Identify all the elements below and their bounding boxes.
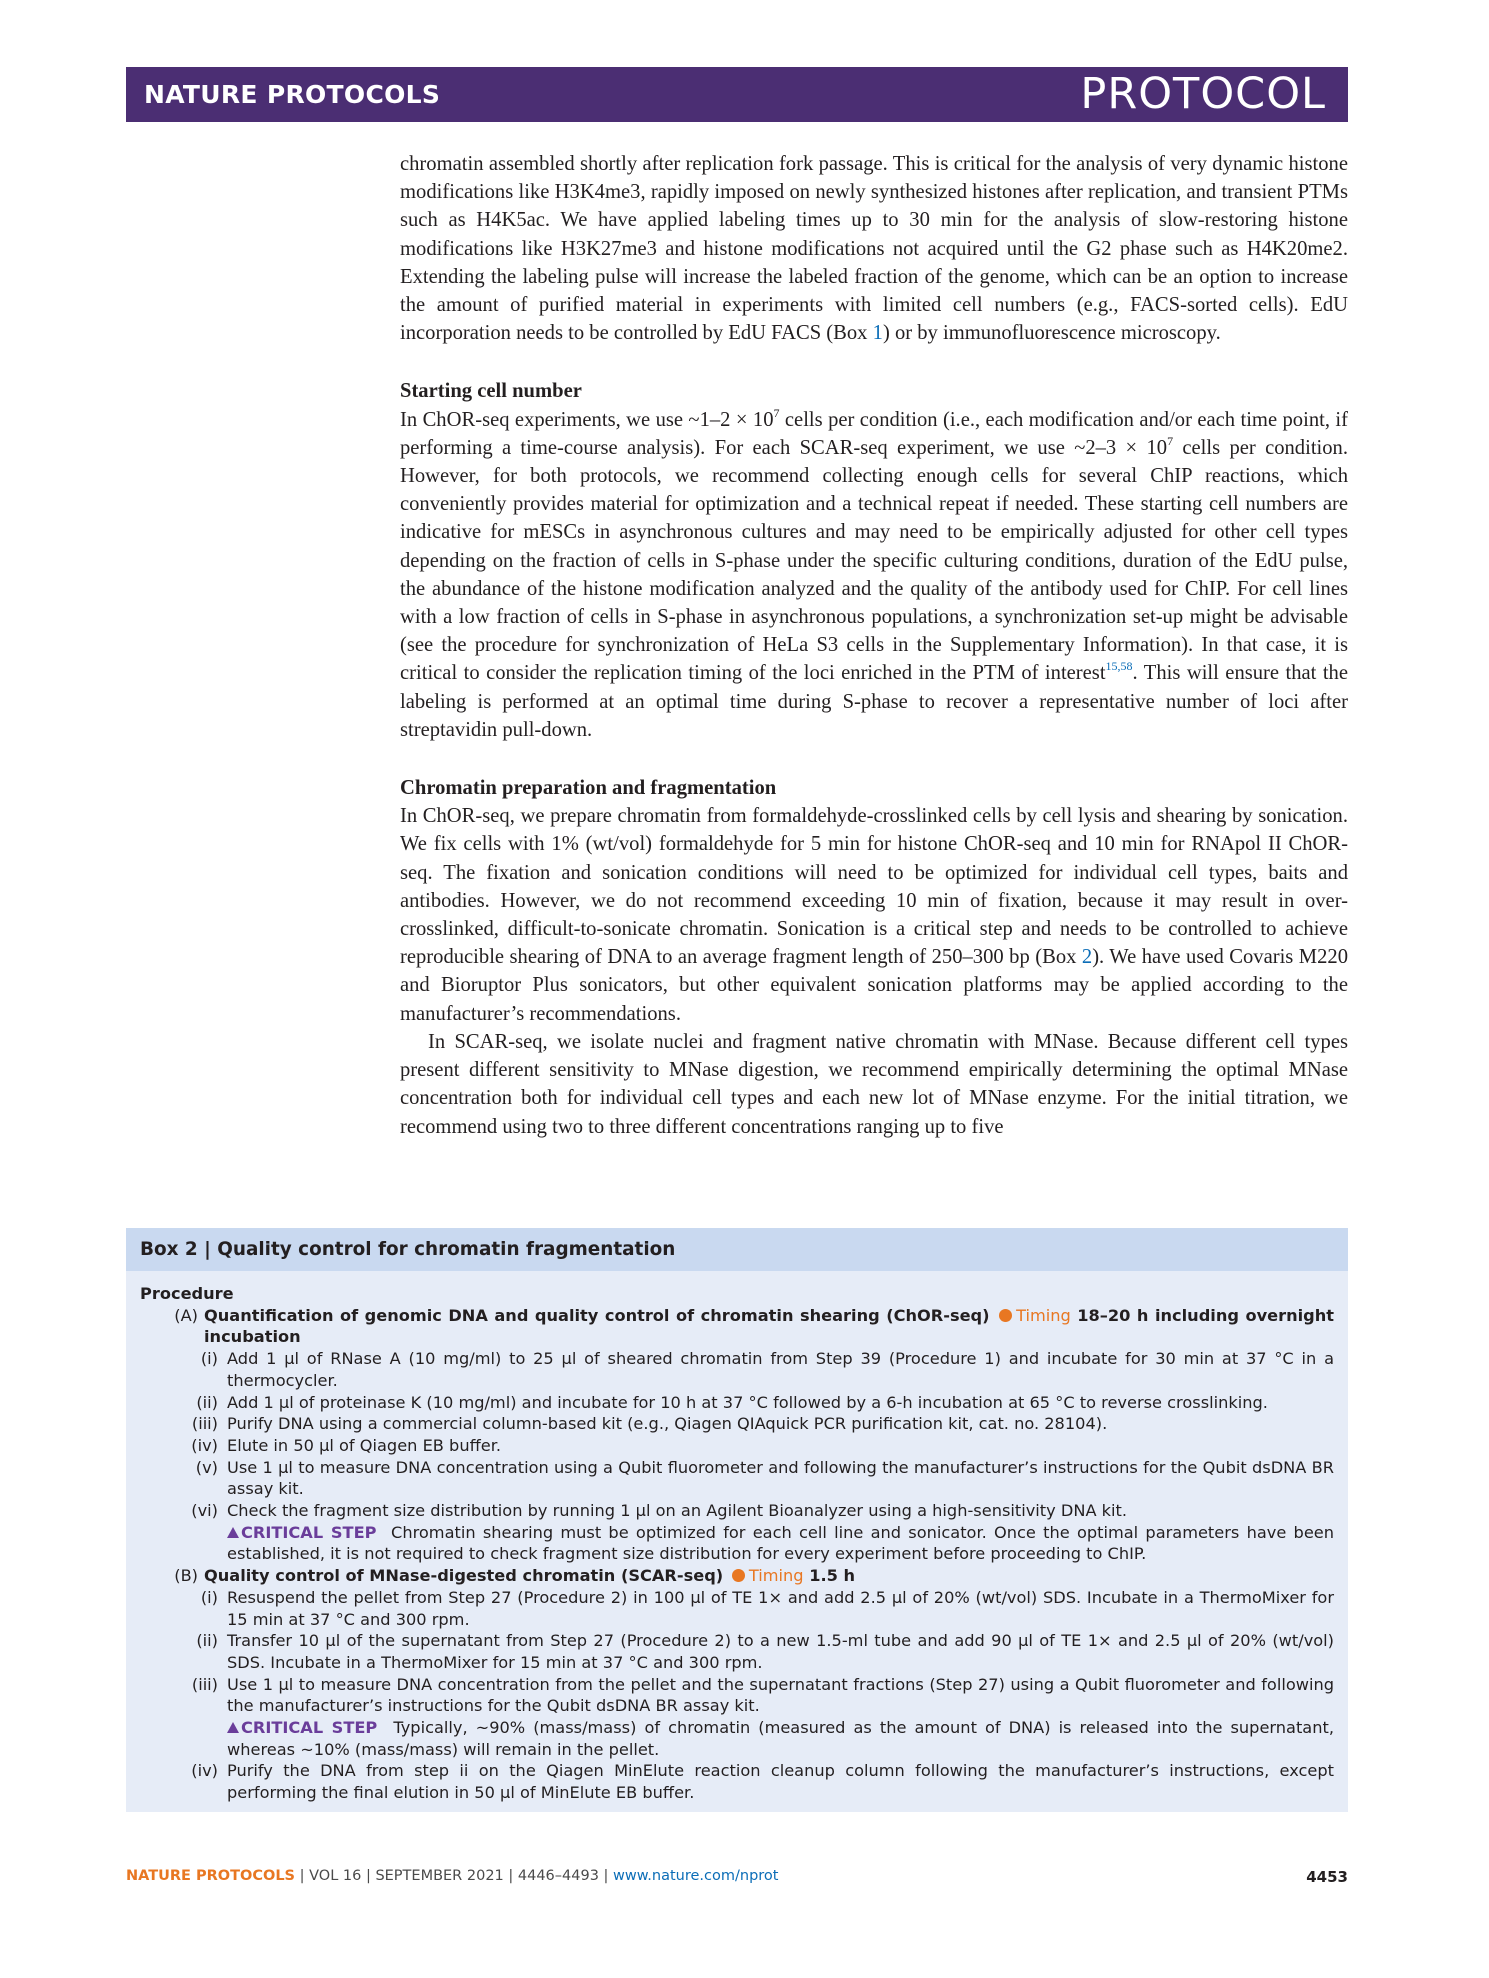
paragraph-labeling: chromatin assembled shortly after replication fork passage. This is critical for the analysis of very dynamic histone modifications like H3K4me3, rapidly imposed on newly synthesized histones after replication, and transient PTMs such as H4K5ac. We have applied labeling times up to 30 min for the analysis of slow-restoring histone modifications like H3K27me3 and histone modifications not acquired until the G2 phase such as H4K20me2. Extending the labeling pulse will increase the labeled fraction of the genome, which can be an option to increase the amount of purified material in experiments with limited cell numbers (e.g., FACS-sorted cells). EdU incorporation needs to be controlled by EdU FACS (Box 1) or by immunofluorescence microscopy. [400,153,1348,345]
reference-link[interactable]: 15,58 [1105,659,1133,674]
critical-icon [227,1722,239,1733]
list-item: (v) Use 1 µl to measure DNA concentration using a Qubit fluorometer and following the manufacturer’s instructions for the Qubit dsDNA BR assay kit. [195,1457,1334,1499]
list-item: (i) Resuspend the pellet from Step 27 (Procedure 2) in 100 µl of TE 1× and add 2.5 µl of 20% (wt/vol) SDS. Incubate in a ThermoMixer for 15 min at 37 °C and 300 rpm. [200,1587,1334,1629]
document-type: PROTOCOL [1080,69,1326,119]
list-item: (iii) Use 1 µl to measure DNA concentration from the pellet and the supernatant fractions (Step 27) using a Qubit fluorometer and following the manufacturer’s instructions for the Qubit dsDNA BR assay kit. CRITICAL STEP Typically, ~90% (mass/mass) of chromatin (measured as the amount of DNA) is released into the supernatant, whereas ~10% (mass/mass) will remain in the pellet. [191,1674,1334,1759]
list-item: (vi) Check the fragment size distribution by running 1 µl on an Agilent Bioanalyzer using a high-sensitivity DNA kit. CRITICAL STEP Chromatin shearing must be optimized for each cell line and sonicator. Once the optimal parameters have been established, it is not required to check fragment size distribution for every experiment before proceeding to ChIP. [191,1501,1334,1564]
heading-chromatin-preparation: Chromatin preparation and fragmentation [400,777,777,800]
heading-starting-cell-number: Starting cell number [400,380,582,403]
box-body [126,1271,1348,1804]
section-a-heading: (A) Quantification of genomic DNA and quality control of chromatin shearing (ChOR-seq) Timing 18–20 h including overnight incubation [174,1305,1335,1347]
list-item: (ii) Add 1 µl of proteinase K (10 mg/ml) and incubate for 10 h at 37 °C followed by a 6-h incubation at 65 °C to reverse crosslinking. [196,1392,1268,1412]
paragraph-starting-cell-number: In ChOR-seq experiments, we use ~1–2 × $10^7$ cells per condition (i.e., each modification and/or each time point, if performing a time-course analysis). For each SCAR-seq experiment, we use ~2–3 × $10^7$ cells per condition. However, for both protocols, we recommend collecting enough cells for several ChIP reactions, which conveniently provides material for optimization and a technical repeat if needed. These starting cell numbers are indicative for mESCs in asynchronous cultures and may need to be empirically adjusted for other cell types depending on the fraction of cells in S-phase under the specific culturing conditions, duration of the EdU pulse, the abundance of the histone modification analyzed and the quality of the antibody used for ChIP. For cell lines with a low fraction of cells in S-phase in asynchronous populations, a synchronization set-up might be advisable (see the procedure for synchronization of HeLa S3 cells in the Supplementary Information). In that case, it is critical to consider the replication timing of the loci enriched in the PTM of interest$^{15,58}$. This will ensure that the labeling is performed at an optimal time during S-phase to recover a representative number of loci after streptavidin pull-down. [400,405,1349,741]
journal-name: NATURE PROTOCOLS [144,80,441,109]
critical-icon [227,1527,239,1538]
journal-header-bar [126,67,1348,122]
list-item: (iii) Purify DNA using a commercial column-based kit (e.g., Qiagen QIAquick PCR purification kit, cat. no. 28104). [191,1414,1108,1434]
timing-icon [999,1309,1012,1322]
section-b-heading: (B) Quality control of MNase-digested chromatin (SCAR-seq) Timing 1.5 h [174,1566,856,1586]
paragraph-chor-seq: In ChOR-seq, we prepare chromatin from formaldehyde-crosslinked cells by cell lysis and shearing by sonication. We fix cells with 1% (wt/vol) formaldehyde for 5 min for histone ChOR-seq and 10 min for RNApol II ChOR-seq. The fixation and sonication conditions will need to be optimized for individual cell types, baits and antibodies. However, we do not recommend exceeding 10 min of fixation, because it may result in over-crosslinked, difficult-to-sonicate chromatin. Sonication is a critical step and needs to be controlled to achieve reproducible shearing of DNA to an average fragment length of 250–300 bp (Box 2). We have used Covaris M220 and Bioruptor Plus sonicators, but other equivalent sonication platforms may be applied according to the manufacturer’s recommendations. [400,805,1348,1025]
critical-step-text: Chromatin shearing must be optimized for each cell line and sonicator. Once the optimal parameters have been established, it is not required to check fragment size distribution for every experiment before proceeding to ChIP. [227,1522,1334,1564]
footer-journal: NATURE PROTOCOLS [126,1868,296,1884]
box-1-link[interactable]: 1 [872,322,883,345]
box-title: Box 2 | Quality control for chromatin fragmentation [126,1228,1348,1271]
box-2 [126,1228,1348,1812]
list-item: (i) Add 1 µl of RNase A (10 mg/ml) to 25 µl of sheared chromatin from Step 39 (Procedure 1) and incubate for 30 min at 37 °C in a thermocycler. [200,1349,1334,1390]
list-item: (iv) Elute in 50 µl of Qiagen EB buffer. [191,1435,502,1455]
box-2-link[interactable]: 2 [1081,946,1093,969]
procedure-label: Procedure [140,1284,234,1303]
list-item: (iv) Purify the DNA from step ii on the Qiagen MinElute reaction cleanup column following the manufacturer’s instructions, except performing the final elution in 50 µl of MinElute EB buffer. [191,1761,1334,1803]
paragraph-scar-seq: In SCAR-seq, we isolate nuclei and fragment native chromatin with MNase. Because different cell types present different sensitivity to MNase digestion, we recommend empirically determining the optimal MNase concentration both for individual cell types and each new lot of MNase enzyme. For the initial titration, we recommend using two to three different concentrations ranging up to five [400,1030,1348,1138]
page-footer [126,1868,1348,1884]
critical-step-text: Typically, ~90% (mass/mass) of chromatin (measured as the amount of DNA) is released into the supernatant, whereas ~10% (mass/mass) will remain in the pellet. [227,1718,1334,1759]
timing-icon [732,1569,745,1582]
page-number: 4453 [1306,1868,1348,1886]
footer-meta: | VOL 16 | SEPTEMBER 2021 | 4446–4493 | [295,1868,614,1884]
list-item: (ii) Transfer 10 µl of the supernatant from Step 27 (Procedure 2) to a new 1.5-ml tube and add 90 µl of TE 1× and 2.5 µl of 20% (wt/vol) SDS. Incubate in a ThermoMixer for 15 min at 37 °C and 300 rpm. [196,1631,1334,1672]
footer-url-link[interactable]: www.nature.com/nprot [613,1868,779,1884]
main-text [400,150,1348,1141]
